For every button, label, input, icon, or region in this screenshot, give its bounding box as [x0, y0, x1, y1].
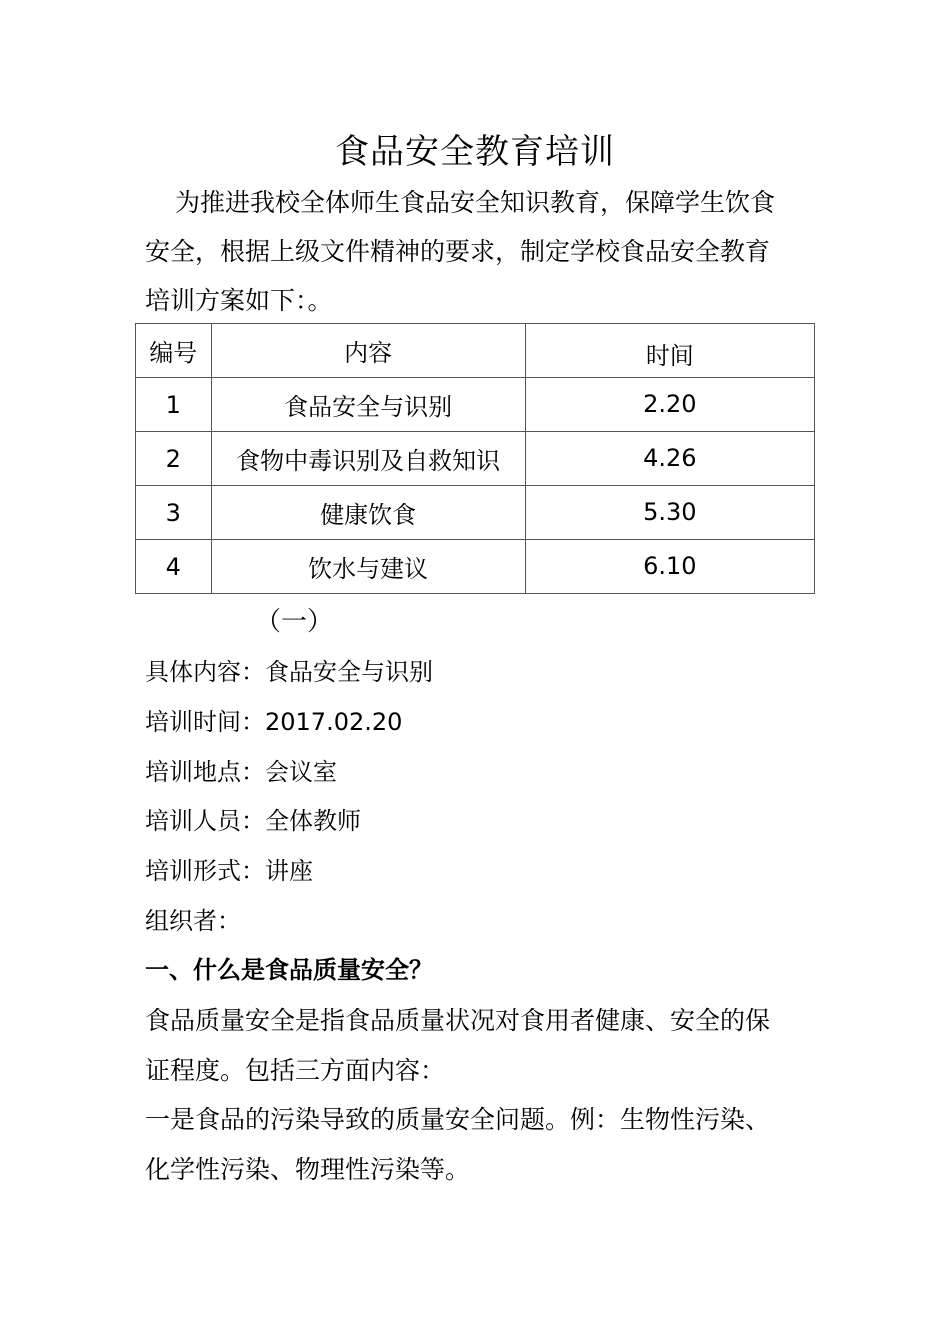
- cell-time: 6.10: [525, 540, 814, 594]
- header-number: 编号: [136, 324, 212, 378]
- table-row: [136, 486, 815, 540]
- detail-row-content: [145, 648, 825, 698]
- paragraph-line: 一是食品的污染导致的质量安全问题。例：生物性污染、: [145, 1105, 771, 1134]
- intro-paragraph: [145, 178, 805, 325]
- cell-number: 1: [136, 378, 212, 432]
- cell-time: 4.26: [525, 432, 814, 486]
- intro-line: 培训方案如下：。: [145, 286, 333, 315]
- paragraph-pollution: [145, 1095, 825, 1195]
- detail-row-organizer: [145, 897, 825, 947]
- cell-time: 2.20: [525, 378, 814, 432]
- detail-label: 组织者：: [145, 906, 241, 935]
- training-details: [145, 648, 825, 947]
- paragraph-line: 化学性污染、物理性污染等。: [145, 1155, 471, 1184]
- detail-value: 2017.02.20: [265, 707, 403, 736]
- detail-row-time: [145, 698, 825, 748]
- paragraph-definition: [145, 996, 825, 1096]
- detail-label: 培训形式：: [145, 857, 265, 886]
- paragraph-line: 食品质量安全是指食品质量状况对食用者健康、安全的保: [145, 1006, 771, 1035]
- detail-row-location: [145, 748, 825, 798]
- cell-content: 食品安全与识别: [211, 378, 525, 432]
- table-row: [136, 540, 815, 594]
- detail-label: 培训地点：: [145, 757, 265, 786]
- cell-number: 4: [136, 540, 212, 594]
- cell-content: 健康饮食: [211, 486, 525, 540]
- header-time: 时间: [525, 324, 814, 378]
- cell-content: 饮水与建议: [211, 540, 525, 594]
- document-title: 食品安全教育培训: [335, 132, 615, 172]
- training-schedule-table: [135, 323, 815, 594]
- detail-label: 培训人员：: [145, 807, 265, 836]
- table-row: [136, 432, 815, 486]
- intro-line: 为推进我校全体师生食品安全知识教育，保障学生饮食: [175, 188, 776, 217]
- table-header-row: [136, 324, 815, 378]
- cell-number: 2: [136, 432, 212, 486]
- paragraph-line: 证程度。包括三方面内容：: [145, 1056, 446, 1085]
- detail-row-format: [145, 847, 825, 897]
- detail-value: 会议室: [265, 757, 337, 786]
- table-row: [136, 378, 815, 432]
- detail-label: 具体内容：: [145, 658, 265, 686]
- cell-time: 5.30: [525, 486, 814, 540]
- intro-line: 安全，根据上级文件精神的要求，制定学校食品安全教育: [145, 237, 771, 266]
- detail-label: 培训时间：: [145, 707, 265, 736]
- header-content: 内容: [211, 324, 525, 378]
- section-number-mark: （一）: [255, 607, 334, 637]
- cell-content: 食物中毒识别及自救知识: [211, 432, 525, 486]
- cell-number: 3: [136, 486, 212, 540]
- detail-value: 食品安全与识别: [265, 658, 433, 686]
- section-heading: 一、什么是食品质量安全？: [145, 956, 433, 984]
- detail-value: 全体教师: [265, 807, 361, 836]
- detail-row-attendees: [145, 797, 825, 847]
- detail-value: 讲座: [265, 857, 313, 886]
